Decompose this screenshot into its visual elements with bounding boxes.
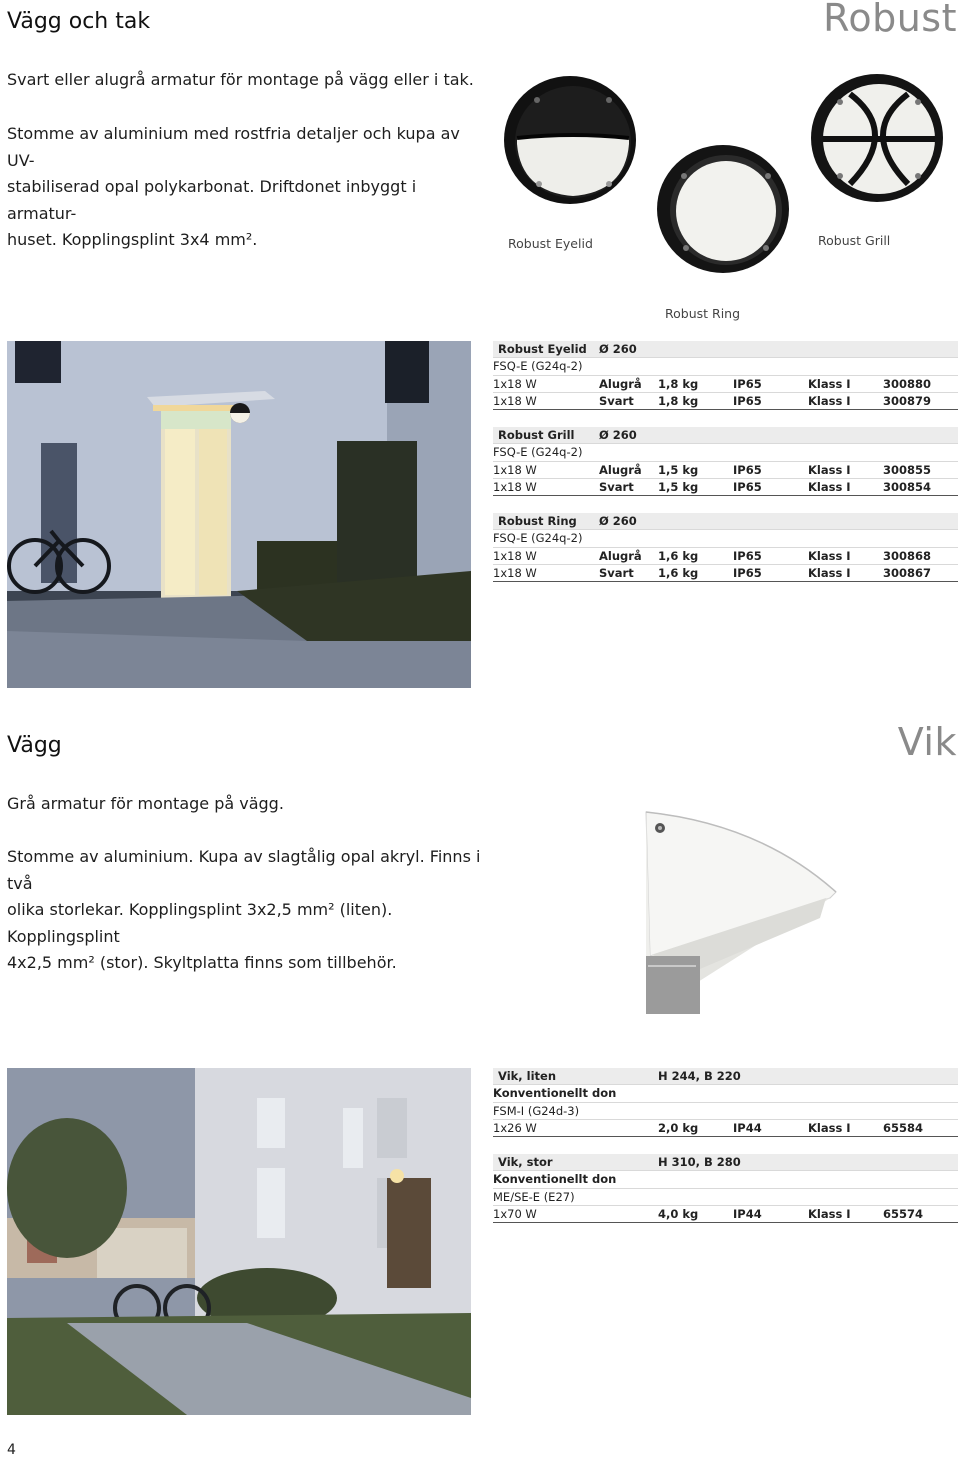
- product-name: Vik, stor: [498, 1155, 553, 1169]
- cell-weight: 1,6 kg: [658, 548, 699, 563]
- cell-ip: IP65: [733, 393, 762, 408]
- robust-intro: Svart eller alugrå armatur för montage på vägg eller i tak.: [7, 70, 474, 89]
- table-header-row: [493, 513, 958, 530]
- light-source: FSQ-E (G24q-2): [493, 531, 583, 546]
- cell-class: Klass I: [808, 393, 851, 408]
- table-row: [493, 393, 958, 410]
- cell-ip: IP44: [733, 1206, 762, 1221]
- cell-power: 1x18 W: [493, 548, 537, 563]
- table-row: [493, 1103, 958, 1120]
- cell-ip: IP65: [733, 479, 762, 494]
- cell-article-number: 300854: [883, 479, 932, 494]
- light-source: FSQ-E (G24q-2): [493, 445, 583, 460]
- cell-article-number: 65574: [883, 1206, 924, 1221]
- robust-ring-lamp-image: [656, 144, 790, 274]
- light-source: FSQ-E (G24q-2): [493, 359, 583, 374]
- cell-weight: 4,0 kg: [658, 1206, 699, 1221]
- table-row: [493, 548, 958, 565]
- product-dimension: Ø 260: [599, 342, 637, 356]
- spec-table-robust-ring: [493, 513, 958, 582]
- vik-desc-line: Stomme av aluminium. Kupa av slagtålig opal akryl. Finns i två: [7, 847, 481, 893]
- cell-power: 1x18 W: [493, 393, 537, 408]
- table-row: [493, 1120, 958, 1137]
- table-row: [493, 376, 958, 393]
- page-number: 4: [7, 1442, 16, 1458]
- cell-class: Klass I: [808, 1120, 851, 1135]
- table-row: [493, 358, 958, 375]
- table-header-row: [493, 1068, 958, 1085]
- cell-article-number: 65584: [883, 1120, 924, 1135]
- table-row: [493, 1085, 958, 1102]
- cell-weight: 1,8 kg: [658, 393, 699, 408]
- cell-ip: IP65: [733, 565, 762, 580]
- light-source: ME/SE-E (E27): [493, 1189, 575, 1204]
- table-row: [493, 479, 958, 496]
- cell-weight: 1,6 kg: [658, 565, 699, 580]
- table-row: [493, 462, 958, 479]
- cell-power: 1x26 W: [493, 1120, 537, 1135]
- robust-brand-title: Robust: [823, 0, 957, 40]
- ballast-type: Konventionellt don: [493, 1086, 617, 1101]
- light-source: FSM-I (G24d-3): [493, 1103, 580, 1118]
- table-row: [493, 530, 958, 547]
- cell-ip: IP44: [733, 1120, 762, 1135]
- cell-power: 1x18 W: [493, 376, 537, 391]
- table-row: [493, 1206, 958, 1223]
- caption-robust-eyelid: Robust Eyelid: [508, 236, 593, 251]
- cell-color: Alugrå: [599, 462, 642, 477]
- cell-class: Klass I: [808, 1206, 851, 1221]
- product-name: Robust Ring: [498, 514, 577, 528]
- spec-table-robust-grill: [493, 427, 958, 496]
- cell-color: Alugrå: [599, 548, 642, 563]
- cell-color: Svart: [599, 393, 634, 408]
- cell-color: Alugrå: [599, 376, 642, 391]
- cell-weight: 2,0 kg: [658, 1120, 699, 1135]
- vik-installation-photo: [7, 1068, 471, 1415]
- product-name: Robust Grill: [498, 428, 575, 442]
- product-name: Vik, liten: [498, 1069, 557, 1083]
- robust-desc-line: Stomme av aluminium med rostfria detaljer och kupa av UV-: [7, 124, 460, 170]
- spec-table-vik-stor: [493, 1154, 958, 1223]
- table-header-row: [493, 1154, 958, 1171]
- cell-class: Klass I: [808, 462, 851, 477]
- table-row: [493, 565, 958, 582]
- table-row: [493, 1189, 958, 1206]
- cell-article-number: 300867: [883, 565, 932, 580]
- robust-grill-lamp-image: [810, 72, 944, 204]
- vik-desc-line: 4x2,5 mm² (stor). Skyltplatta finns som tillbehör.: [7, 953, 397, 972]
- ballast-type: Konventionellt don: [493, 1172, 617, 1187]
- cell-class: Klass I: [808, 479, 851, 494]
- table-row: [493, 1171, 958, 1188]
- cell-power: 1x70 W: [493, 1206, 537, 1221]
- cell-article-number: 300879: [883, 393, 932, 408]
- product-name: Robust Eyelid: [498, 342, 587, 356]
- cell-article-number: 300880: [883, 376, 932, 391]
- cell-power: 1x18 W: [493, 479, 537, 494]
- cell-power: 1x18 W: [493, 565, 537, 580]
- table-row: [493, 444, 958, 461]
- table-header-row: [493, 341, 958, 358]
- cell-ip: IP65: [733, 548, 762, 563]
- product-dimension: Ø 260: [599, 428, 637, 442]
- robust-desc-line: stabiliserad opal polykarbonat. Driftdonet inbyggt i armatur-: [7, 177, 417, 223]
- vik-intro: Grå armatur för montage på vägg.: [7, 794, 284, 813]
- cell-class: Klass I: [808, 548, 851, 563]
- product-dimension: H 310, B 280: [658, 1155, 741, 1169]
- cell-ip: IP65: [733, 376, 762, 391]
- cell-weight: 1,8 kg: [658, 376, 699, 391]
- cell-class: Klass I: [808, 376, 851, 391]
- cell-weight: 1,5 kg: [658, 462, 699, 477]
- vik-desc-line: olika storlekar. Kopplingsplint 3x2,5 mm² (liten). Kopplingsplint: [7, 900, 393, 946]
- cell-article-number: 300868: [883, 548, 932, 563]
- product-dimension: H 244, B 220: [658, 1069, 741, 1083]
- cell-article-number: 300855: [883, 462, 932, 477]
- robust-description: [7, 121, 477, 254]
- robust-installation-photo: [7, 341, 471, 688]
- caption-robust-ring: Robust Ring: [665, 306, 741, 321]
- cell-class: Klass I: [808, 565, 851, 580]
- table-header-row: [493, 427, 958, 444]
- cell-weight: 1,5 kg: [658, 479, 699, 494]
- robust-eyelid-lamp-image: [503, 74, 638, 206]
- vik-lamp-image: [640, 806, 840, 1018]
- caption-robust-grill: Robust Grill: [818, 233, 891, 248]
- cell-color: Svart: [599, 565, 634, 580]
- robust-section-title: Vägg och tak: [7, 9, 151, 34]
- cell-power: 1x18 W: [493, 462, 537, 477]
- cell-color: Svart: [599, 479, 634, 494]
- vik-section-title: Vägg: [7, 733, 62, 758]
- vik-description: [7, 844, 482, 977]
- product-dimension: Ø 260: [599, 514, 637, 528]
- vik-brand-title: Vik: [897, 720, 957, 764]
- cell-ip: IP65: [733, 462, 762, 477]
- spec-table-vik-liten: [493, 1068, 958, 1137]
- spec-table-robust-eyelid: [493, 341, 958, 410]
- robust-desc-line: huset. Kopplingsplint 3x4 mm².: [7, 230, 258, 249]
